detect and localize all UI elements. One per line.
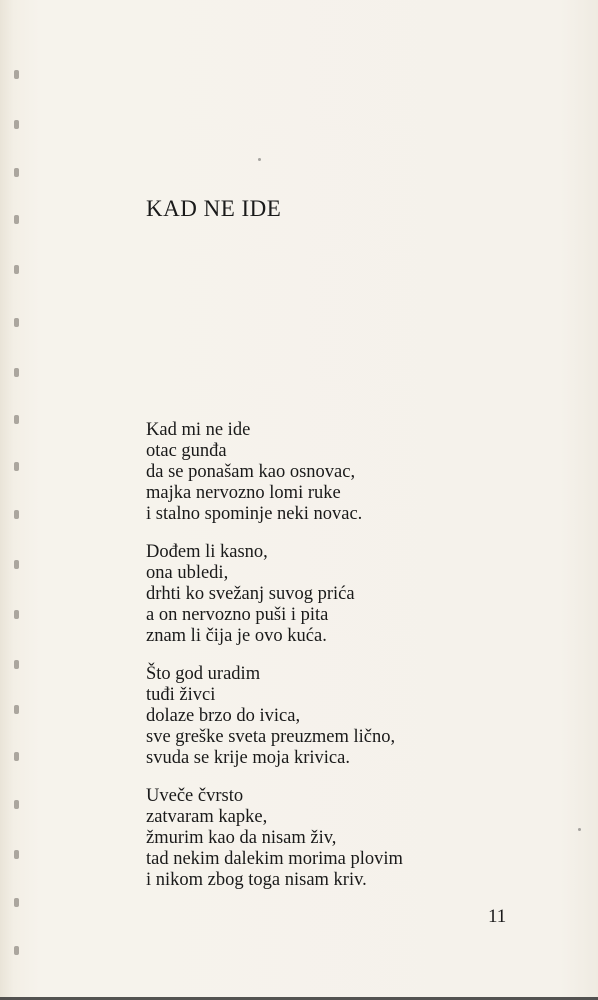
poem-line: i nikom zbog toga nisam kriv. <box>146 870 367 890</box>
poem-line: Što god uradim <box>146 664 261 684</box>
stanza <box>146 542 546 647</box>
paper-speck <box>258 158 261 161</box>
binding-hole <box>14 800 19 809</box>
poem-line: ona ubledi, <box>146 563 229 583</box>
binding-hole <box>14 850 19 859</box>
binding-hole <box>14 898 19 907</box>
poem-line: otac gunđa <box>146 441 227 461</box>
binding-hole <box>14 368 19 377</box>
poem-line: svuda se krije moja krivica. <box>146 748 350 768</box>
poem-line: Dođem li kasno, <box>146 542 268 562</box>
poem-line: Kad mi ne ide <box>146 420 251 440</box>
poem-line: sve greške sveta preuzmem lično, <box>146 727 396 747</box>
poem-line: tuđi živci <box>146 685 216 705</box>
binding-hole <box>14 70 19 79</box>
poem-line: zatvaram kapke, <box>146 807 268 827</box>
poem-line: znam li čija je ovo kuća. <box>146 626 327 646</box>
binding-hole <box>14 415 19 424</box>
binding-hole <box>14 560 19 569</box>
poem-line: da se ponašam kao osnovac, <box>146 462 356 482</box>
stanza <box>146 786 546 891</box>
stanza <box>146 664 546 769</box>
binding-hole <box>14 168 19 177</box>
binding-hole <box>14 462 19 471</box>
poem-line: žmurim kao da nisam živ, <box>146 828 337 848</box>
binding-hole <box>14 660 19 669</box>
binding-hole <box>14 265 19 274</box>
binding-hole <box>14 705 19 714</box>
binding-hole <box>14 946 19 955</box>
binding-hole <box>14 510 19 519</box>
poem-body <box>146 420 546 908</box>
poem-line: majka nervozno lomi ruke <box>146 483 341 503</box>
poem-line: dolaze brzo do ivica, <box>146 706 301 726</box>
poem-title: KAD NE IDE <box>146 196 282 221</box>
binding-hole <box>14 215 19 224</box>
spiral-binding <box>0 0 28 1000</box>
binding-hole <box>14 318 19 327</box>
paper-speck <box>578 828 581 831</box>
binding-hole <box>14 752 19 761</box>
stanza <box>146 420 546 525</box>
binding-hole <box>14 120 19 129</box>
binding-hole <box>14 610 19 619</box>
poem-line: a on nervozno puši i pita <box>146 605 329 625</box>
poem-line: drhti ko svežanj suvog prića <box>146 584 355 604</box>
poem-line: i stalno spominje neki novac. <box>146 504 363 524</box>
poem-line: tad nekim dalekim morima plovim <box>146 849 403 869</box>
page-number: 11 <box>488 906 507 927</box>
poem-line: Uveče čvrsto <box>146 786 244 806</box>
